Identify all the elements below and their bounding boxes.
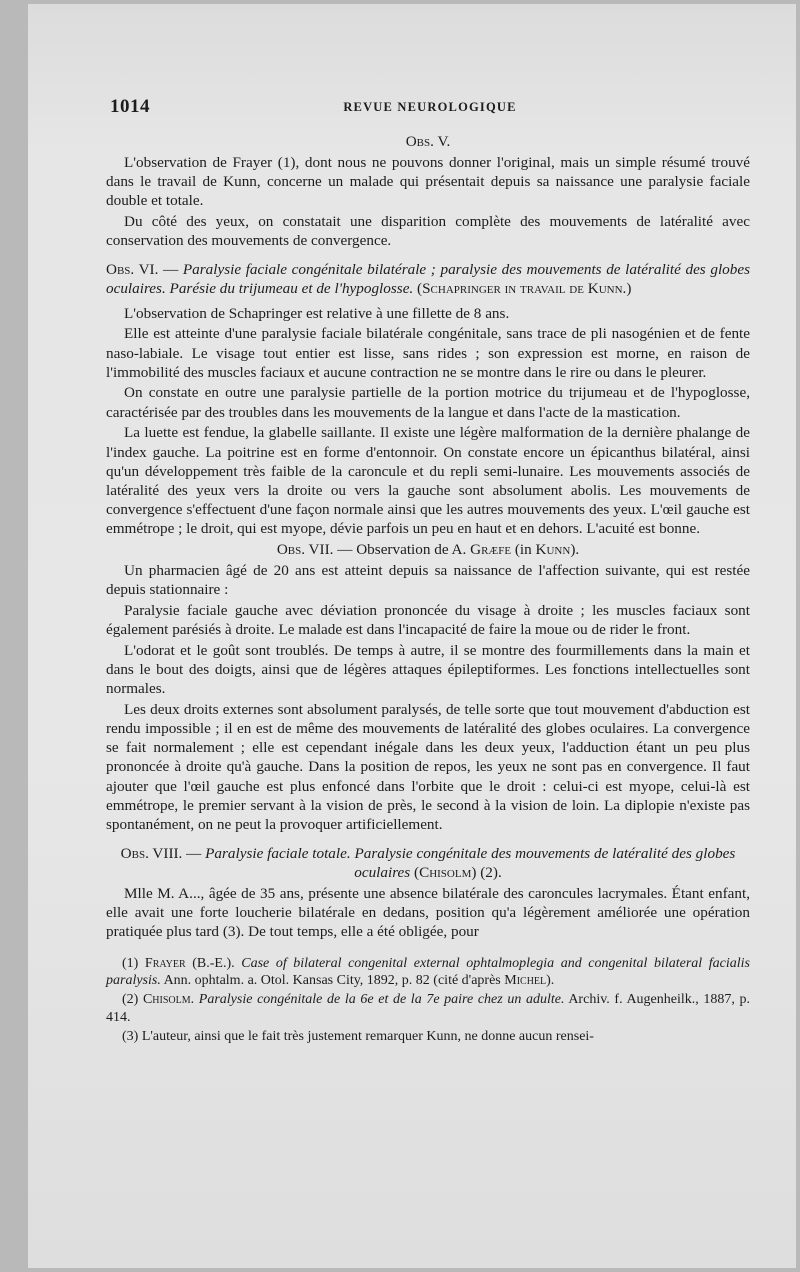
obs6-paragraph-1: L'observation de Schapringer est relative à une fillette de 8 ans. — [124, 304, 510, 322]
obs7-paragraph-4: Les deux droits externes sont absolument paralysés, de telle sorte que tout mouvement d'abduction est rendu impossible ; il en est de même des mouvements de latéralité des globes oculaires. La convergence se fait normalement ; elle est cependant inégale dans les deux yeux, l'adduction étant un peu plus prononcée à droite qu'à gauche. Dans la position de repos, les yeux ne sont pas en convergence. Il faut ajouter que l'œil gauche est plus enfoncé dans l'orbite que le droit : celui-ci est myope, celui-là est emmétrope, le premier servant à la vision de près, le second à la vision de loin. La diplopie n'existe pas spontanément, on ne peut la provoquer artificiellement. — [106, 700, 750, 833]
mlle-abbrev: Mlle — [124, 884, 153, 902]
page-number: 1014 — [110, 96, 150, 117]
obs6-heading: Obs. VI. — Paralysie faciale congénitale bilatérale ; paralysie des mouvements de latéralité des globes oculaires. Parésie du trijumeau et de l'hypoglosse. (Schapringer in travail de Kunn.) — [106, 260, 751, 297]
obs7-paragraph-3: L'odorat et le goût sont troublés. De temps à autre, il se montre des fourmillements dans la main et dans le bout des doigts, ainsi que de légères attaques épileptiformes. Les fonctions intellectuelles sont normales. — [106, 641, 750, 697]
obs6-paragraph-3: On constate en outre une paralysie partielle de la portion motrice du trijumeau et de l'hypoglosse, caractérisée par des troubles dans les mouvements de la langue et dans l'acte de la mastication. — [106, 384, 750, 421]
running-title: REVUE NEUROLOGIQUE — [343, 100, 517, 114]
obs7-heading: Obs. VII. — Observation de A. Græfe (in Kunn). — [276, 541, 580, 559]
page-header — [110, 96, 750, 120]
footnotes — [106, 955, 750, 1046]
footnote-1: (1) Frayer (B.-E.). Case of bilateral congenital external ophtalmoplegia and congenital bilateral facialis paralysis. Ann. ophtalm. a. Otol. Kansas City, 1892, p. 82 (cité d'après Michel). — [106, 955, 750, 989]
footnote-3: (3) L'auteur, ainsi que le fait très justement remarquer Kunn, ne donne aucun rensei- — [122, 1028, 594, 1044]
obs5-paragraph-2: Du côté des yeux, on constatait une disparition complète des mouvements de latéralité avec conservation des mouvements de convergence. — [106, 212, 750, 250]
obs5-paragraph-1: L'observation de Frayer (1), dont nous ne pouvons donner l'original, mais un simple résumé trouvé dans le travail de Kunn, concerne un malade qui présentait depuis sa naissance une paralysie faciale double et totale. — [106, 153, 750, 210]
obs7-paragraph-2: Paralysie faciale gauche avec déviation prononcée du visage à droite ; les muscles faciaux sont également parésiés à droite. Le malade est dans l'incapacité de faire la moue ou de rider le front. — [106, 601, 750, 638]
obs8-paragraph-1: Mlle M. A..., âgée de 35 ans, présente une absence bilatérale des caroncules lacrymales. Étant enfant, elle avait une forte loucherie bilatérale en dedans, position qu'a légèrement améliorée une opération pratiquée plus tard (3). De tout temps, elle a été obligée, pour — [106, 884, 750, 940]
obs6-paragraph-4: La luette est fendue, la glabelle saillante. Il existe une légère malformation de la dernière phalange de l'index gauche. La poitrine est en forme d'entonnoir. On constate encore un épicanthus bilatéral, ainsi qu'un développement très faible de la caroncule et du repli semi-lunaire. Les mouvements associés de latéralité des yeux vers la droite ou vers la gauche sont absolument abolis. Les mouvements de convergence s'effectuent d'une façon normale ainsi que les autres mouvements des yeux. L'œil gauche est emmétrope ; le droit, qui est myope, dévie parfois un peu en haut et en dehors. L'acuité est bonne. — [106, 424, 750, 538]
obs6-author: Schapringer — [422, 279, 501, 297]
obs6-label: Obs. VI. — — [106, 260, 179, 278]
obs6-title: Paralysie faciale congénitale bilatérale ; paralysie des mouvements de latéralité des globes oculaires. Parésie du trijumeau et de l'hypoglosse. — [106, 260, 751, 297]
footnote-2: (2) Chisolm. Paralysie congénitale de la 6e et de la 7e paire chez un adulte. Archiv. f. Augenheilk., 1887, p. 414. — [106, 992, 751, 1025]
page-body — [106, 132, 750, 1047]
obs7-paragraph-1: Un pharmacien âgé de 20 ans est atteint depuis sa naissance de l'affection suivante, qui est restée depuis stationnaire : — [106, 561, 750, 598]
obs5-heading: Obs. V. — [405, 133, 451, 150]
book-page — [28, 4, 796, 1268]
obs8-heading: Obs. VIII. — Paralysie faciale totale. Paralysie congénitale des mouvements de latéralité des globes oculaires (Chisolm) (2). — [120, 844, 736, 881]
obs6-paragraph-2: Elle est atteinte d'une paralysie faciale bilatérale congénitale, sans trace de pli nasogénien et de fente naso-labiale. Le visage tout entier est lisse, sans rides ; son expression est morne, en raison de l'immobilité des muscles faciaux et aucune contraction ne se montre dans le rire ou dans le pleurer. — [106, 325, 750, 381]
